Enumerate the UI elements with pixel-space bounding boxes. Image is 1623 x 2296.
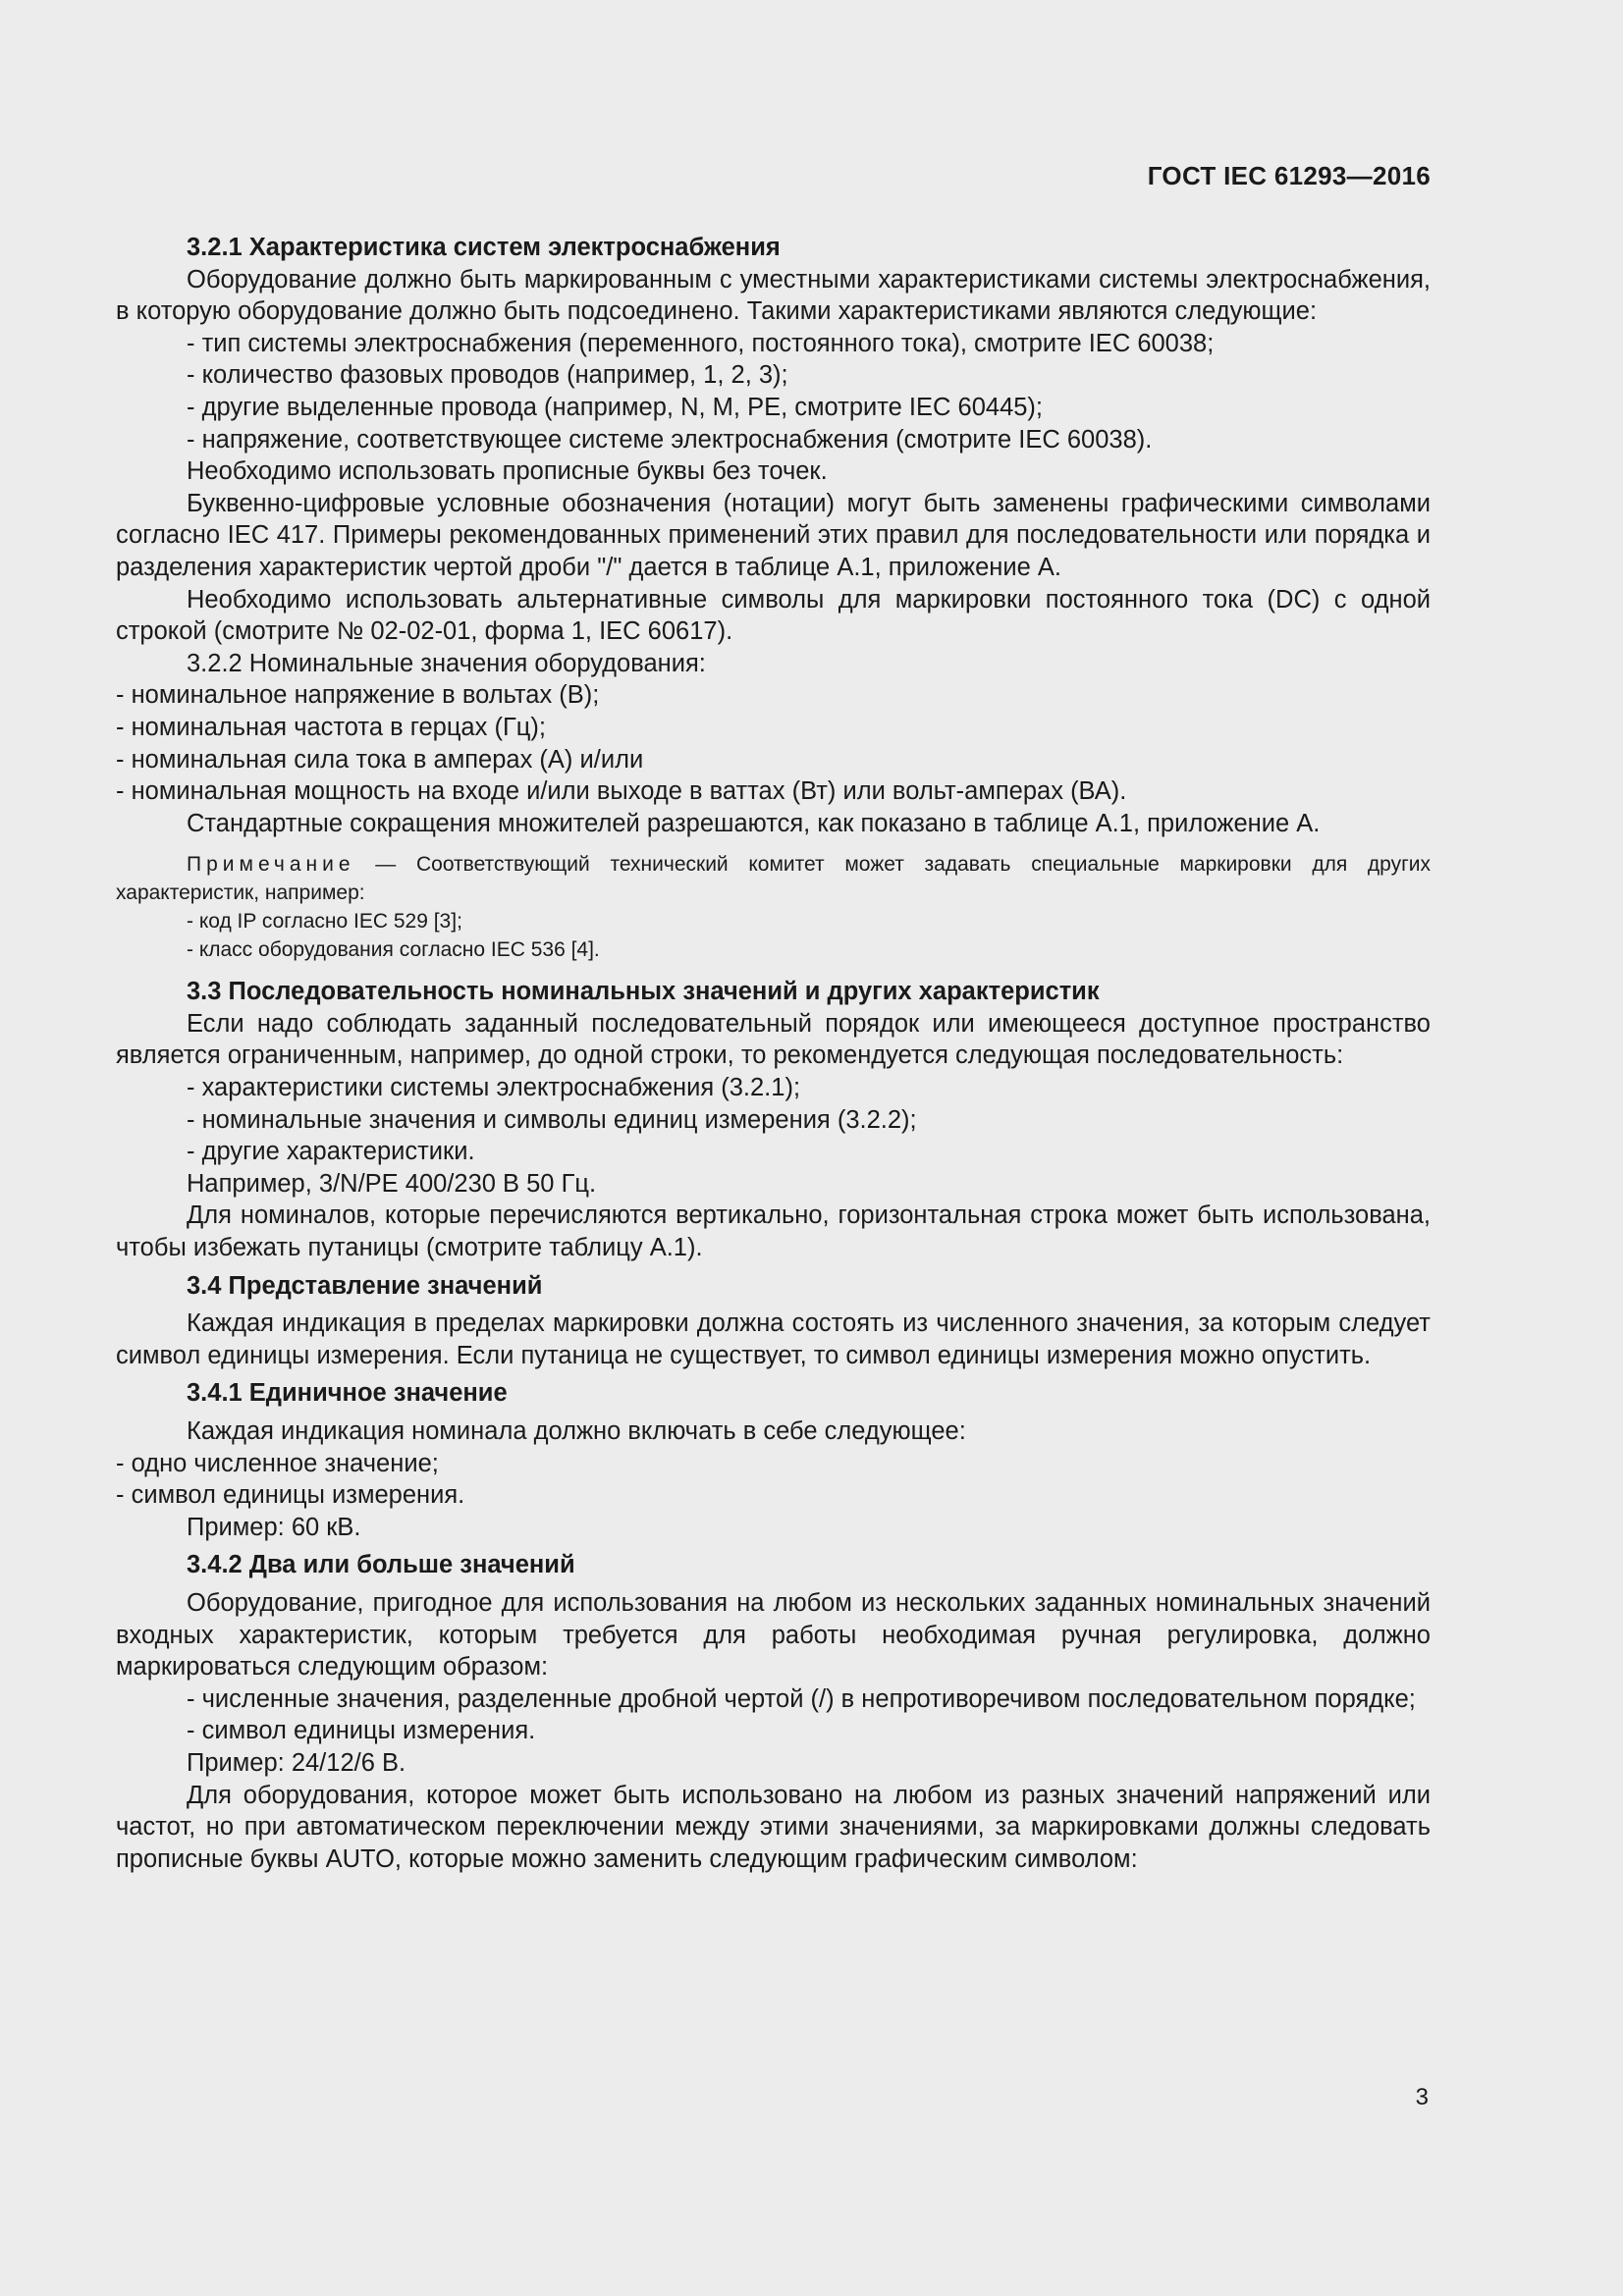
list-item: - номинальная сила тока в амперах (А) и/или	[116, 745, 644, 774]
paragraph: Буквенно-цифровые условные обозначения (нотации) могут быть заменены графическими символами согласно IEC 417. Примеры рекомендованных применений этих правил для последовательности или порядка и разделения характеристик чертой дроби "/" дается в таблице А.1, приложение А.	[116, 489, 1431, 581]
paragraph: Необходимо использовать альтернативные символы для маркировки постоянного тока (DC) с одной строкой (смотрите № 02-02-01, форма 1, IEC 60617).	[116, 585, 1431, 646]
list-item: - тип системы электроснабжения (переменного, постоянного тока), смотрите IEC 60038;	[187, 329, 1215, 357]
list-item: - номинальная частота в герцах (Гц);	[116, 713, 546, 741]
list-item: - напряжение, соответствующее системе электроснабжения (смотрите IEC 60038).	[187, 425, 1153, 454]
section-heading-3-2-1: 3.2.1 Характеристика систем электроснабжения	[187, 234, 781, 261]
list-item: - характеристики системы электроснабжения (3.2.1);	[187, 1074, 801, 1102]
standard-header: ГОСТ IEC 61293—2016	[1147, 161, 1431, 190]
note-text: — Соответствующий технический комитет может задавать специальные маркировки для других характеристик, например:	[116, 853, 1431, 905]
page-number: 3	[1415, 2084, 1429, 2110]
paragraph: Для оборудования, которое может быть использовано на любом из разных значений напряжений или частот, но при автоматическом переключении между этими значениями, за маркировками должны следовать прописные буквы AUTO, которые можно заменить следующим графическим символом:	[116, 1781, 1431, 1873]
example: Например, 3/N/PE 400/230 В 50 Гц.	[187, 1169, 597, 1198]
section-heading-3-3: 3.3 Последовательность номинальных значений и других характеристик	[187, 978, 1100, 1006]
list-item: - номинальное напряжение в вольтах (В);	[116, 681, 600, 710]
list-item: - номинальная мощность на входе и/или выходе в ваттах (Вт) или вольт-амперах (ВА).	[116, 777, 1127, 806]
paragraph: Если надо соблюдать заданный последовательный порядок или имеющееся доступное пространство является ограниченным, например, до одной строки, то рекомендуется следующая последовательность:	[116, 1009, 1431, 1070]
paragraph: Стандартные сокращения множителей разрешаются, как показано в таблице А.1, приложение А.	[187, 809, 1321, 837]
list-item: - символ единицы измерения.	[116, 1481, 465, 1510]
note-list-item: - класс оборудования согласно IEC 536 [4].	[187, 938, 600, 962]
list-item: - численные значения, разделенные дробной чертой (/) в непротиворечивом последовательном порядке;	[187, 1684, 1416, 1713]
paragraph: Необходимо использовать прописные буквы без точек.	[187, 457, 828, 486]
paragraph: Для номиналов, которые перечисляются вертикально, горизонтальная строка может быть использована, чтобы избежать путаницы (смотрите таблицу А.1).	[116, 1201, 1431, 1262]
section-heading-3-4: 3.4 Представление значений	[187, 1271, 543, 1300]
note-paragraph	[116, 850, 1431, 907]
note-block	[116, 850, 1431, 964]
section-heading-3-4-1: 3.4.1 Единичное значение	[187, 1379, 508, 1408]
list-item: - другие характеристики.	[187, 1138, 475, 1166]
list-item: - количество фазовых проводов (например, 1, 2, 3);	[187, 361, 788, 390]
list-item: - одно численное значение;	[116, 1449, 439, 1477]
section-heading-3-2-2: 3.2.2 Номинальные значения оборудования:	[187, 649, 706, 677]
list-item: - другие выделенные провода (например, N, M, PE, смотрите IEC 60445);	[187, 393, 1044, 421]
paragraph: Каждая индикация в пределах маркировки должна состоять из численного значения, за которым следует символ единицы измерения. Если путаница не существует, то символ единицы измерения можно опустить.	[116, 1309, 1431, 1369]
list-item: - номинальные значения и символы единиц измерения (3.2.2);	[187, 1105, 917, 1134]
page-content	[116, 232, 1431, 1875]
example: Пример: 60 кВ.	[187, 1513, 361, 1541]
note-label: Примечание	[187, 853, 355, 877]
section-heading-3-4-2: 3.4.2 Два или больше значений	[187, 1551, 575, 1579]
paragraph: Каждая индикация номинала должно включать в себе следующее:	[187, 1417, 966, 1445]
note-list-item: - код IP согласно IEC 529 [3];	[187, 910, 462, 934]
list-item: - символ единицы измерения.	[187, 1717, 536, 1745]
example: Пример: 24/12/6 В.	[187, 1748, 406, 1777]
paragraph: Оборудование должно быть маркированным с уместными характеристиками системы электроснабжения, в которую оборудование должно быть подсоединено. Такими характеристиками являются следующие:	[116, 265, 1431, 326]
paragraph: Оборудование, пригодное для использования на любом из нескольких заданных номинальных значений входных характеристик, которым требуется для работы необходимая ручная регулировка, должно маркироваться следующим образом:	[116, 1588, 1431, 1682]
